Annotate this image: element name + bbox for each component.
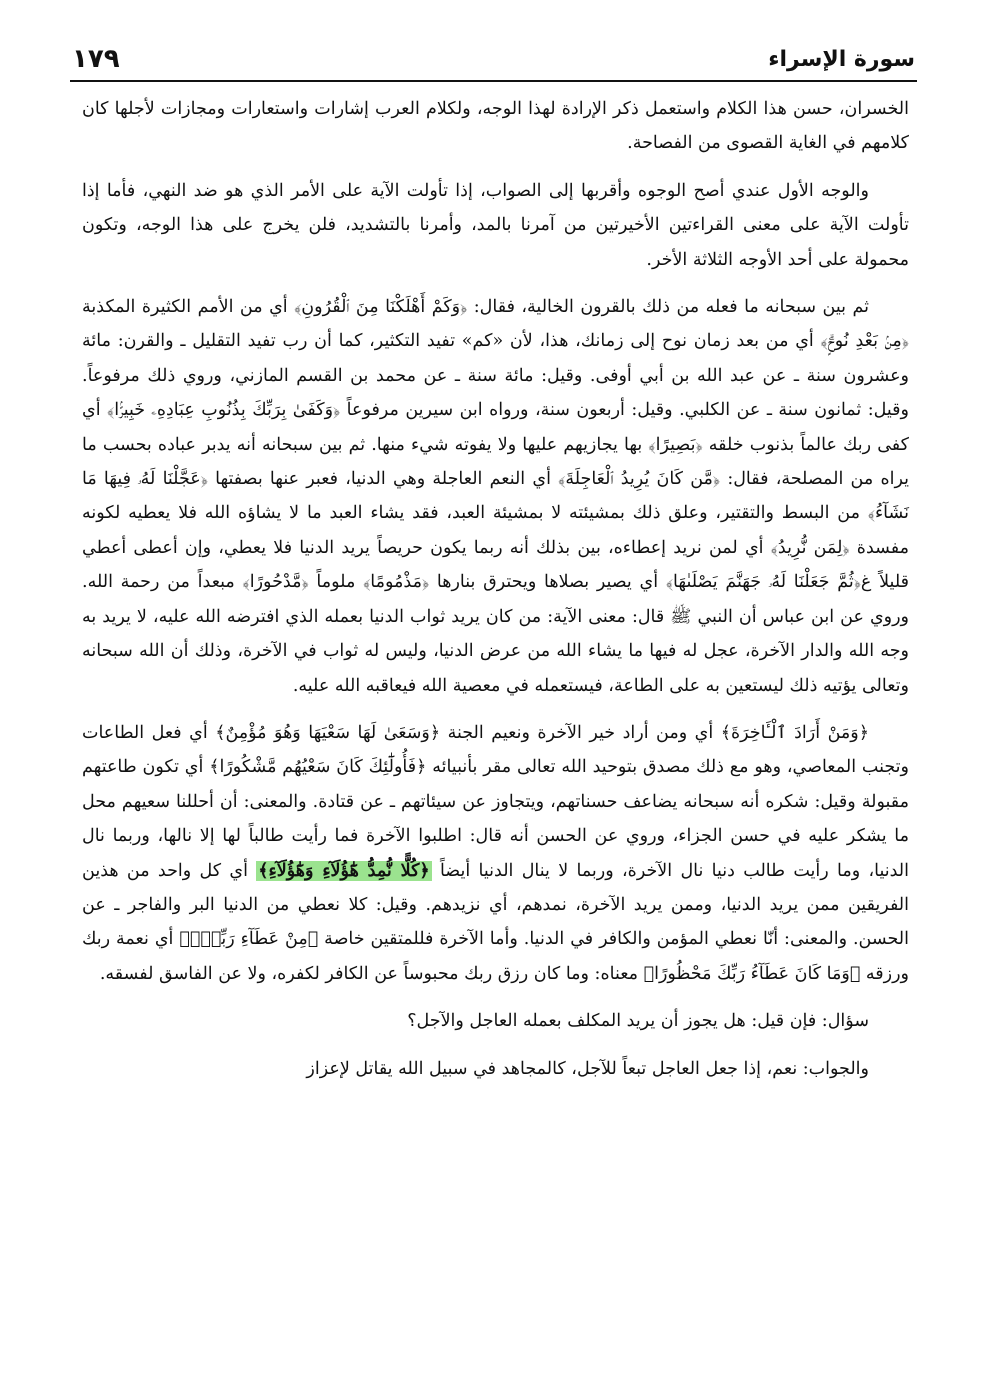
page-number: ١٧٩ [72, 44, 120, 74]
body-text [82, 92, 909, 1086]
header-divider [70, 80, 917, 82]
page-header [72, 30, 915, 78]
paragraph-4-after: أي كل واحد من هذين الفريقين ممن يريد الدنيا، وممن يريد الآخرة، نمدهم، أي نزيدهم. وقيل: كلا نعطي من الدنيا البر والفاجر ـ عن الحسن. والمعنى: أنّا نعطي المؤمن والكافر في الدنيا. وأما الآخرة فللمتقين خاصة ﴿مِنْ عَطَآءِ رَبِّكَۚ﴾ أي نعمة ربك ورزقه ﴿وَمَا كَانَ عَطَآءُ رَبِّكَ مَحْظُورًا﴾ معناه: وما كان رزق ربك محبوساً عن الكافر لكفره، ولا عن الفاسق لفسقه. [82, 860, 909, 984]
highlighted-verse: ﴿كُلًّا نُّمِدُّ هَٰٓؤُلَآءِ وَهَٰٓؤُلَآءِ﴾ [258, 860, 430, 881]
paragraph-4-before: ﴿وَمَنْ أَرَادَ ٱلْـَٔاخِرَةَ﴾ أي ومن أراد خير الآخرة ونعيم الجنة ﴿وَسَعَىٰ لَهَا سَعْيَهَا وَهُوَ مُؤْمِنٌ﴾ أي فعل الطاعات وتجنب المعاصي، وهو مع ذلك مصدق بتوحيد الله تعالى مقر بأنبيائه ﴿فَأُولَٰٓئِكَ كَانَ سَعْيُهُم مَّشْكُورًا﴾ أي تكون طاعتهم مقبولة وقيل: شكره أنه سبحانه يضاعف حسناتهم، ويتجاوز عن سيئاتهم ـ عن قتادة. والمعنى: أن أحللنا سعيهم محل ما يشكر عليه في حسن الجزاء، وروي عن الحسن أنه قال: اطلبوا الآخرة فما رأيت طالباً لها إلا نالها، وربما نال الدنيا، وما رأيت طالب دنيا نال الآخرة، وربما لا ينال الدنيا أيضاً [82, 722, 909, 881]
paragraph-1: الخسران، حسن هذا الكلام واستعمل ذكر الإرادة لهذا الوجه، ولكلام العرب إشارات واستعارات ومجازات لأجلها كان كلامهم في الغاية القصوى من الفصاحة. [82, 99, 909, 154]
paragraph-2: والوجه الأول عندي أصح الوجوه وأقربها إلى الصواب، إذا تأولت الآية على الأمر الذي هو ضد النهي، فأما إذا تأولت الآية على معنى القراءتين الأخيرتين من آمرنا بالمد، وأمرنا بالتشديد، فلن يخرج على هذا الوجه، وتكون محمولة على أحد الأوجه الثلاثة الأخر. [82, 180, 909, 270]
paragraph-answer: والجواب: نعم، إذا جعل العاجل تبعاً للآجل، كالمجاهد في سبيل الله يقاتل لإعزاز [306, 1058, 869, 1079]
paragraph-question: سؤال: فإن قيل: هل يجوز أن يريد المكلف بعمله العاجل والآجل؟ [407, 1011, 869, 1032]
paragraph-4 [82, 716, 909, 991]
surah-title: سورة الإسراء [768, 47, 915, 72]
paragraph-3: ثم بين سبحانه ما فعله من ذلك بالقرون الخالية، فقال: ﴿وَكَمْ أَهْلَكْنَا مِنَ ٱلْقُرُونِ﴾ أي من الأمم الكثيرة المكذبة ﴿مِنۢ بَعْدِ نُوحٍۗ﴾ أي من بعد زمان نوح إلى زمانك، هذا، لأن «كم» تفيد التكثير، كما أن رب تفيد التقليل ـ والقرن: مائة وعشرون سنة ـ عن عبد الله بن أبي أوفى. وقيل: مائة سنة ـ عن محمد بن القسم المازني، وروي ذلك مرفوعاً. وقيل: ثمانون سنة ـ عن الكلبي. وقيل: أربعون سنة، ورواه ابن سيرين مرفوعاً ﴿وَكَفَىٰ بِرَبِّكَ بِذُنُوبِ عِبَادِهِۦ خَبِيرًۢا﴾ أي كفى ربك عالماً بذنوب خلقه ﴿بَصِيرًا﴾ بها يجازيهم عليها ولا يفوته شيء منها. ثم بين سبحانه أنه يدبر عباده بحسب ما يراه من المصلحة، فقال: ﴿مَّن كَانَ يُرِيدُ ٱلْعَاجِلَةَ﴾ أي النعم العاجلة وهي الدنيا، فعبر عنها بصفتها ﴿عَجَّلْنَا لَهُۥ فِيهَا مَا نَشَآءُ﴾ من البسط والتقتير، وعلق ذلك بمشيئته لا بمشيئة العبد، فقد يشاء العبد ما لا يشاؤه الله فلا يعطيه لكونه مفسدة ﴿لِمَن نُّرِيدُ﴾ أي لمن نريد إعطاءه، بين بذلك أنه ربما يكون حريصاً يريد الدنيا فلا يعطي، وإن أعطى أعطي قليلاً غ﴿ثُمَّ جَعَلْنَا لَهُۥ جَهَنَّمَ يَصْلَىٰهَا﴾ أي يصير بصلاها ويحترق بنارها ﴿مَذْمُومًا﴾ ملوماً ﴿مَّدْحُورًا﴾ مبعداً من رحمة الله. وروي عن ابن عباس أن النبي ﷺ قال: معنى الآية: من كان يريد ثواب الدنيا بعمله الذي افترضه الله عليه، لا يريد به وجه الله والدار الآخرة، عجل له فيها ما يشاء الله من عرض الدنيا، وليس له ثواب في الآخرة، وذلك أن الله سبحانه وتعالى يؤتيه ذلك ليستعين به على الطاعة، فيستعمله في معصية الله فيعاقبه الله عليه. [82, 297, 909, 696]
